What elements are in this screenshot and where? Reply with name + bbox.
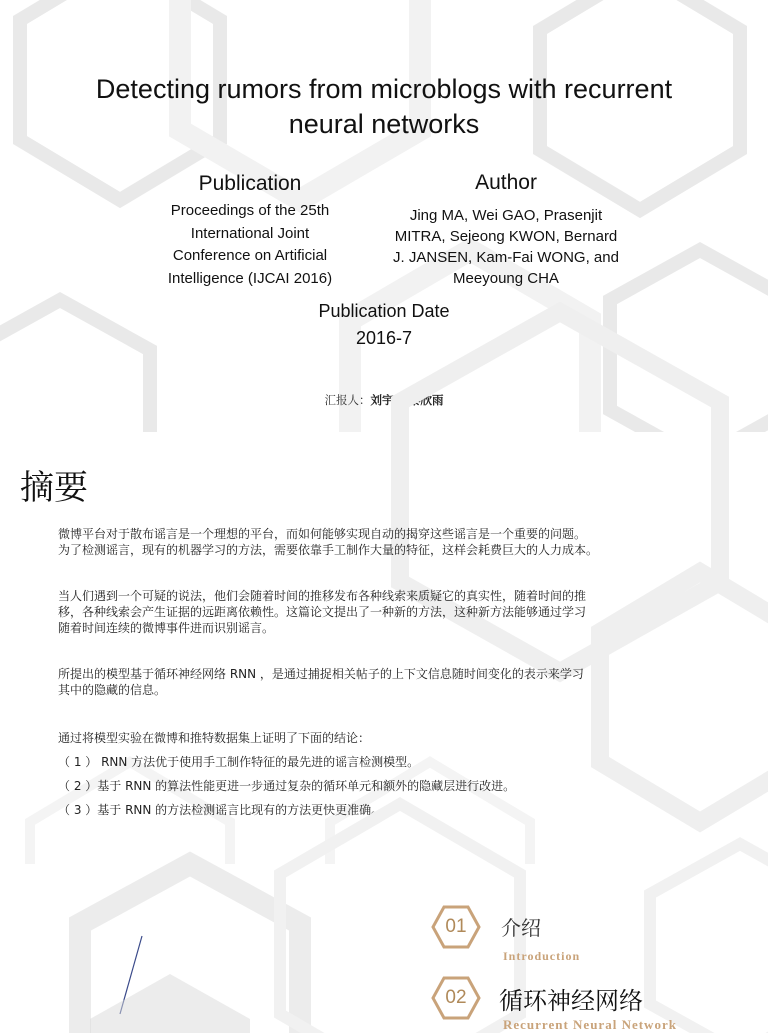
publication-details	[130, 200, 370, 290]
toc-title-en-1: Introduction	[503, 949, 581, 963]
abstract-paragraph-3	[58, 666, 718, 698]
toc-title-cn-2[interactable]: 循环神经网络	[499, 987, 643, 1015]
publication-date-value: 2016-7	[355, 328, 413, 348]
author-heading: Author	[475, 171, 537, 194]
paragraph-line: 所提出的模型基于循环神经网络 RNN ，是通过捕捉相关帖子的上下文信息随时间变化的表示来学习	[58, 667, 584, 681]
reporter-label: 汇报人：	[324, 393, 371, 407]
toc-title-en-2: Recurrent Neural Network	[503, 1017, 677, 1032]
publication-line: Proceedings of the 25th	[170, 202, 330, 219]
publication-line: International Joint	[190, 224, 310, 242]
author-line: Jing MA, Wei GAO, Prasenjit	[409, 207, 603, 224]
paper-title-line1: Detecting rumors from microblogs with recurrent	[95, 74, 673, 104]
abstract-paragraph-2	[58, 588, 718, 636]
toc-number-badge-1[interactable]	[432, 903, 480, 951]
abstract-slide	[0, 432, 768, 864]
conclusion-item-1: （ 1 ） RNN 方法优于使用手工制作特征的最先进的谣言检测模型。	[58, 755, 420, 769]
conclusion-item-3: （ 3 ）基于 RNN 的方法检测谣言比现有的方法更快更准确。	[58, 803, 384, 817]
background-hexagon-pattern	[0, 432, 768, 864]
publication-date-label: Publication Date	[318, 301, 450, 321]
conclusion-item-2: （ 2 ）基于 RNN 的算法性能更进一步通过复杂的循环单元和额外的隐藏层进行改进。	[58, 779, 516, 793]
background-hexagon-pattern	[0, 864, 768, 1024]
conclusion-intro: 通过将模型实验在微博和推特数据集上证明了下面的结论：	[58, 731, 371, 745]
toc-number-badge-2[interactable]	[432, 974, 480, 1022]
paragraph-line: 为了检测谣言，现有的机器学习的方法，需要依靠手工制作大量的特征，这样会耗费巨大的人力成本。	[58, 543, 599, 557]
publication-line: Conference on Artificial	[172, 247, 328, 264]
abstract-paragraph-1	[58, 526, 718, 558]
reporter	[0, 392, 768, 408]
toc-title-cn-1[interactable]: 介绍	[501, 916, 541, 940]
abstract-heading: 摘要	[20, 468, 88, 508]
author-line: J. JANSEN, Kam-Fai WONG, and	[393, 249, 619, 266]
author-list	[370, 205, 642, 289]
publication-heading: Publication	[198, 172, 302, 195]
paragraph-line: 微博平台对于散布谣言是一个理想的平台，而如何能够实现自动的揭穿这些谣言是一个重要的问题。	[58, 527, 587, 541]
paper-title	[40, 72, 728, 142]
toc-number: 02	[445, 987, 467, 1008]
paragraph-line: 当人们遇到一个可疑的说法，他们会随着时间的推移发布各种线索来质疑它的真实性，随着时间的推	[58, 589, 587, 603]
paper-title-line2: neural networks	[288, 109, 480, 139]
author-line: MITRA, Sejeong KWON, Bernard	[394, 228, 618, 245]
paragraph-line: 随着时间连续的微博事件进而识别谣言。	[58, 621, 275, 635]
publication-line: Intelligence (IJCAI 2016)	[167, 269, 333, 287]
decorative-hexagon-fill	[90, 974, 250, 1033]
reporter-names: 刘宇聪 黎欣雨	[370, 393, 444, 407]
paragraph-line: 其中的隐藏的信息。	[58, 683, 167, 697]
toc-number: 01	[445, 916, 467, 937]
contents-slide	[0, 864, 768, 1032]
author-line: Meeyoung CHA	[453, 270, 559, 287]
paragraph-line: 移，各种线索会产生证据的远距离依赖性。这篇论文提出了一种新的方法，这种新方法能够通过学习	[58, 605, 587, 619]
